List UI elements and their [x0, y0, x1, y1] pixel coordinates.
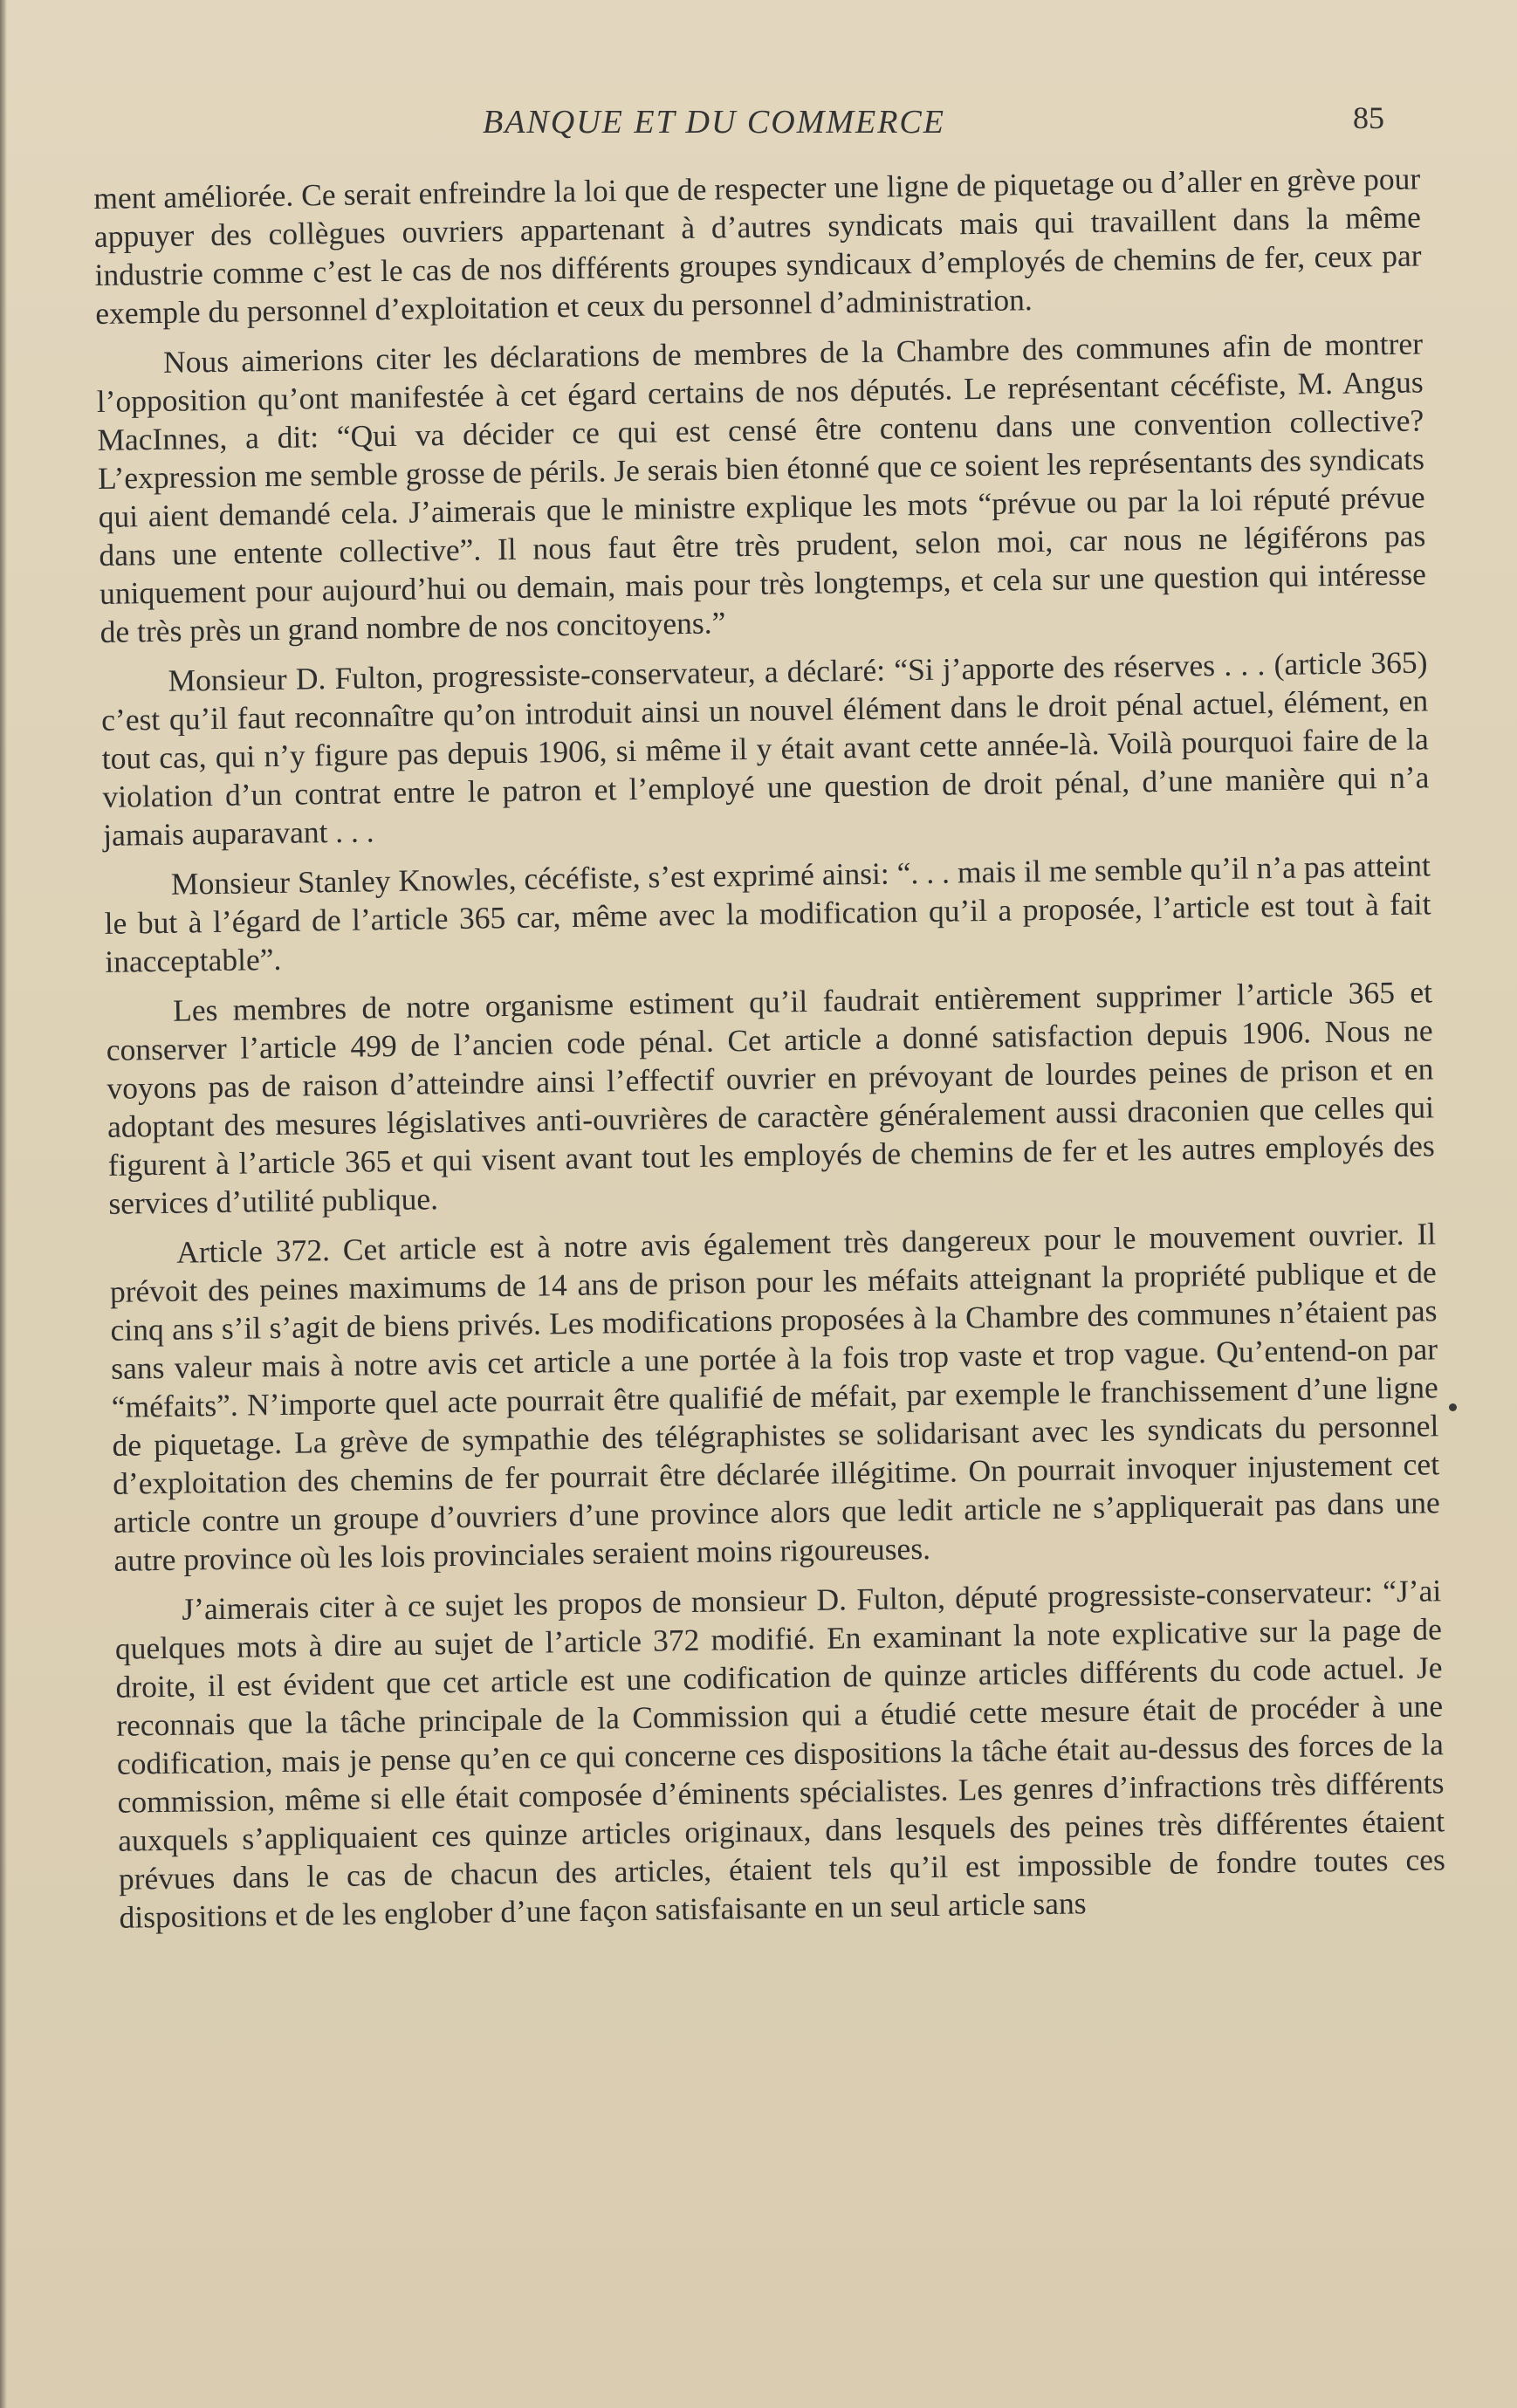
running-head	[0, 100, 1517, 155]
paragraph-fulton-372: J’aimerais citer à ce sujet les propos de monsieur D. Fulton, député progressiste-conservateur: “J’ai quelques mots à dire au sujet de l’article 372 modifié. En examinant la note explicative sur la page de droite, il est évident que cet article est une codification de quinze articles différents du code actuel. Je reconnais que la tâche principale de la Commission qui a étudié cette mesure était de procéder à une codification, mais je pense qu’en ce qui concerne ces dispositions la tâche était au-dessus des forces de la commission, même si elle était composée d’éminents spécialistes. Les genres d’infractions très différents auxquels s’appliquaient ces quinze articles originaux, dans lesquels des peines très différentes étaient prévues dans le cas de chacun des articles, étaient tels qu’il est impossible de fondre toutes ces dispositions et de les englober d’une façon satisfaisante en un seul article sans	[114, 1573, 1446, 1935]
paragraph-article-365-position: Les membres de notre organisme estiment qu’il faudrait entièrement supprimer l’article 365 et conserver l’article 499 de l’ancien code pénal. Cet article a donné satisfaction depuis 1906. Nous ne voyons pas de raison d’atteindre ainsi l’effectif ouvrier en prévoyant de lourdes peines de prison et en adoptant des mesures législatives anti-ouvrières de caractère généralement aussi draconien que celles qui figurent à l’article 365 et qui visent avant tout les employés de chemins de fer et les autres employés des services d’utilité publique.	[106, 974, 1435, 1221]
paragraph-macinnes-quote: Nous aimerions citer les déclarations de membres de la Chambre des communes afin de montrer l’opposition qu’ont manifestée à cet égard certains de nos députés. Le représentant cécéfiste, M. Angus MacInnes, a dit: “Qui va décider ce qui est censé être contenu dans une convention collective? L’expression me semble grosse de périls. Je serais bien étonné que ce soient les représentants des syndicats qui aient demandé cela. J’aimerais que le ministre explique les mots “prévue ou par la loi réputé prévue dans une entente collective”. Il nous faut être très prudent, selon moi, car nous ne légiférons pas uniquement pour aujourd’hui ou demain, mais pour très longtemps, et cela sur une question qui intéresse de très près un grand nombre de nos concitoyens.”	[96, 326, 1427, 649]
paragraph-continuation: ment améliorée. Ce serait enfreindre la loi que de respecter une ligne de piquetage ou d’aller en grève pour appuyer des collègues ouvriers appartenant à d’autres syndicats mais qui travaillent dans la même industrie comme c’est le cas de nos différents groupes syndicaux d’employés de chemins de fer, ceux par exemple du personnel d’exploitation et ceux du personnel d’administration.	[93, 161, 1422, 331]
ink-speck	[1449, 1403, 1457, 1411]
running-title: BANQUE ET DU COMMERCE	[483, 104, 945, 141]
paragraph-article-372: Article 372. Cet article est à notre avis également très dangereux pour le mouvement ouvrier. Il prévoit des peines maximums de 14 ans de prison pour les méfaits atteignant la propriété publique et de cinq ans s’il s’agit de biens privés. Les modifications proposées à la Chambre des communes n’étaient pas sans valeur mais à notre avis cet article a une portée à la fois trop vaste et trop vague. Qu’entend-on par “méfaits”. N’importe quel acte pourrait être qualifié de méfait, par exemple le franchissement d’une ligne de piquetage. La grève de sympathie des télégraphistes se solidarisant avec les syndicats du personnel d’exploitation des chemins de fer pourrait être déclarée illégitime. On pourrait invoquer injustement cet article contre un groupe d’ouvriers d’une province alors que ledit article ne s’appliquerait pas dans une autre province où les lois provinciales seraient moins rigoureuses.	[109, 1216, 1440, 1578]
paragraph-fulton-365: Monsieur D. Fulton, progressiste-conservateur, a déclaré: “Si j’apporte des réserves . . . (article 365) c’est qu’il faut reconnaître qu’on introduit ainsi un nouvel élément dans le droit pénal actuel, élément, en tout cas, qui n’y figure pas depuis 1906, si même il y était avant cette année-là. Voilà pourquoi faire de la violation d’un contrat entre le patron et l’employé une question de droit pénal, d’une manière qui n’a jamais auparavant . . .	[100, 644, 1430, 853]
page-number: 85	[1353, 100, 1384, 135]
paragraph-knowles: Monsieur Stanley Knowles, cécéfiste, s’est exprimé ainsi: “. . . mais il me semble qu’il n’a pas atteint le but à l’égard de l’article 365 car, même avec la modification qu’il a proposée, l’article est tout à fait inacceptable”.	[104, 847, 1431, 979]
body-text	[93, 159, 1446, 1947]
